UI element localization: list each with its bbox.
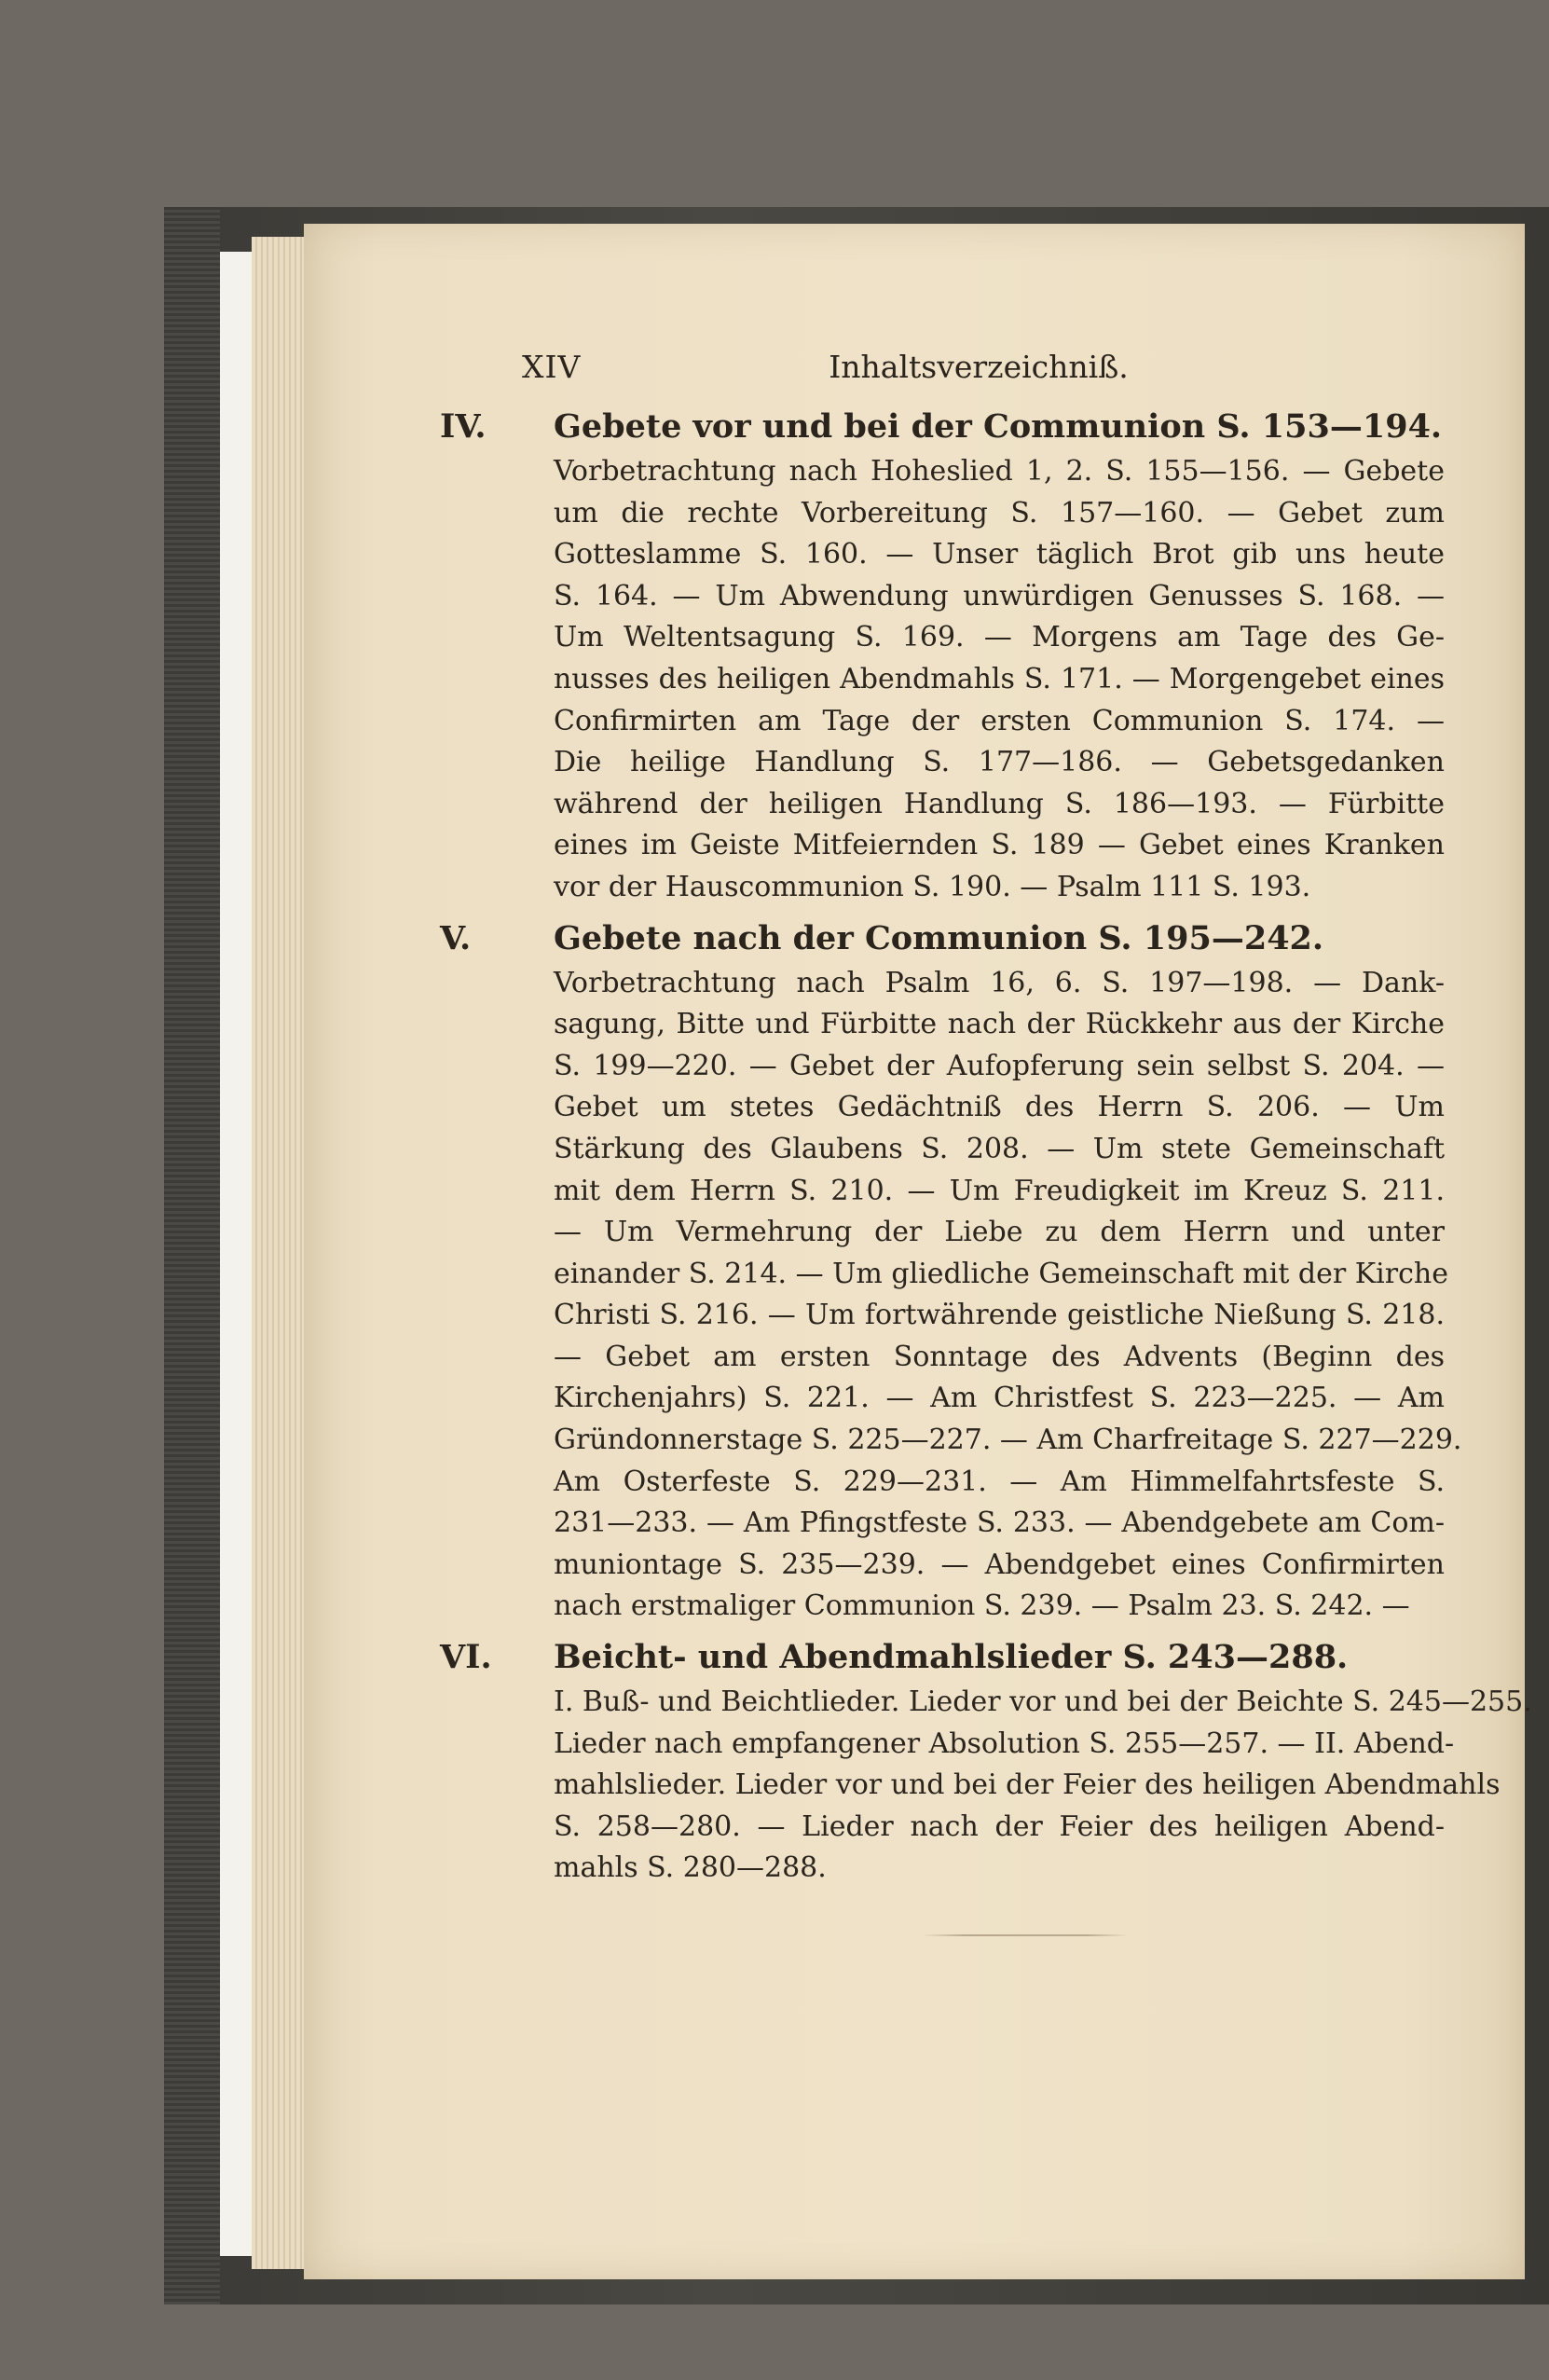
text-line: nach erstmaliger Communion S. 239. — Psalm 23. S. 242. — — [554, 1589, 1410, 1623]
section-heading — [440, 915, 1454, 963]
text-line: mahls S. 280—288. — [554, 1851, 827, 1885]
text-line: Vorbetrachtung nach Psalm 16, 6. S. 197—198. — Dank- — [554, 966, 1445, 999]
section-iv — [440, 403, 1454, 909]
endpaper — [220, 252, 252, 2256]
section-body — [503, 1682, 1532, 1890]
text-line: Vorbetrachtung nach Hoheslied 1, 2. S. 155—156. — Gebete — [554, 455, 1445, 488]
page-content — [440, 336, 1532, 1890]
text-line: muniontage S. 235—239. — Abendgebet eines Confirmirten — [554, 1548, 1445, 1581]
text-line: S. 164. — Um Abwendung unwürdigen Genusses S. 168. — — [554, 579, 1445, 612]
text-line: S. 258—280. — Lieder nach der Feier des heiligen Abend- — [554, 1809, 1445, 1843]
section-title: Gebete nach der Communion S. 195—242. — [554, 918, 1324, 957]
section-numeral: VI. — [440, 1638, 492, 1677]
text-line: vor der Hauscommunion S. 190. — Psalm 111 S. 193. — [554, 870, 1311, 903]
text-line: — Gebet am ersten Sonntage des Advents (Beginn des — [554, 1340, 1445, 1373]
text-line: 231—233. — Am Pfingstfeste S. 233. — Abendgebete am Com- — [554, 1506, 1445, 1540]
section-body — [503, 963, 1462, 1629]
section-heading — [440, 403, 1454, 451]
section-title: Gebete vor und bei der Communion S. 153—194. — [554, 407, 1443, 446]
text-line: sagung, Bitte und Fürbitte nach der Rückkehr aus der Kirche — [554, 1008, 1445, 1041]
text-line: — Um Vermehrung der Liebe zu dem Herrn und unter — [554, 1216, 1445, 1249]
text-line: Gotteslamme S. 160. — Unser täglich Brot gib uns heute — [554, 538, 1445, 571]
page-number: XIV — [522, 349, 582, 385]
text-line: einander S. 214. — Um gliedliche Gemeinschaft mit der Kirche — [554, 1257, 1448, 1290]
text-line: während der heiligen Handlung S. 186—193. — Fürbitte — [554, 787, 1445, 820]
section-vi — [440, 1633, 1532, 1890]
page-header — [503, 336, 1454, 397]
text-line: Confirmirten am Tage der ersten Communion S. 174. — — [554, 704, 1445, 737]
text-line: mahlslieder. Lieder vor und bei der Feier des heiligen Abendmahls — [554, 1768, 1501, 1802]
text-line: Am Osterfeste S. 229—231. — Am Himmelfahrtsfeste S. — [554, 1465, 1445, 1498]
text-line: Um Weltentsagung S. 169. — Morgens am Tage des Ge- — [554, 621, 1445, 654]
text-line: mit dem Herrn S. 210. — Um Freudigkeit im Kreuz S. 211. — [554, 1174, 1445, 1207]
text-line: S. 199—220. — Gebet der Aufopferung sein selbst S. 204. — — [554, 1049, 1445, 1082]
section-heading — [440, 1633, 1454, 1682]
section-numeral: IV. — [440, 407, 487, 446]
text-line: um die rechte Vorbereitung S. 157—160. — Gebet zum — [554, 496, 1445, 530]
text-line: nusses des heiligen Abendmahls S. 171. — Morgengebet eines — [554, 662, 1445, 695]
page-title: Inhaltsverzeichniß. — [829, 349, 1129, 385]
text-line: Die heilige Handlung S. 177—186. — Gebetsgedanken — [554, 746, 1445, 779]
section-v — [440, 915, 1462, 1629]
text-line: I. Buß- und Beichtlieder. Lieder vor und bei der Beichte S. 245—255. — [554, 1685, 1532, 1719]
book-spine-edge — [164, 207, 220, 2304]
text-line: eines im Geiste Mitfeiernden S. 189 — Gebet eines Kranken — [554, 829, 1445, 862]
text-line: Stärkung des Glaubens S. 208. — Um stete Gemeinschaft — [554, 1132, 1445, 1165]
section-body — [503, 451, 1454, 909]
section-title: Beicht- und Abendmahlslieder S. 243—288. — [554, 1638, 1349, 1677]
page-stack-edges — [252, 237, 306, 2269]
text-line: Kirchenjahrs) S. 221. — Am Christfest S. 223—225. — Am — [554, 1382, 1445, 1415]
text-line: Lieder nach empfangener Absolution S. 255—257. — II. Abend- — [554, 1727, 1455, 1760]
text-line: Gebet um stetes Gedächtniß des Herrn S. 206. — Um — [554, 1091, 1445, 1124]
text-line: Christi S. 216. — Um fortwährende geistliche Nießung S. 218. — [554, 1299, 1445, 1332]
text-line: Gründonnerstage S. 225—227. — Am Charfreitage S. 227—229. — [554, 1424, 1462, 1457]
section-numeral: V. — [440, 918, 472, 957]
closing-rule — [923, 1934, 1128, 1936]
